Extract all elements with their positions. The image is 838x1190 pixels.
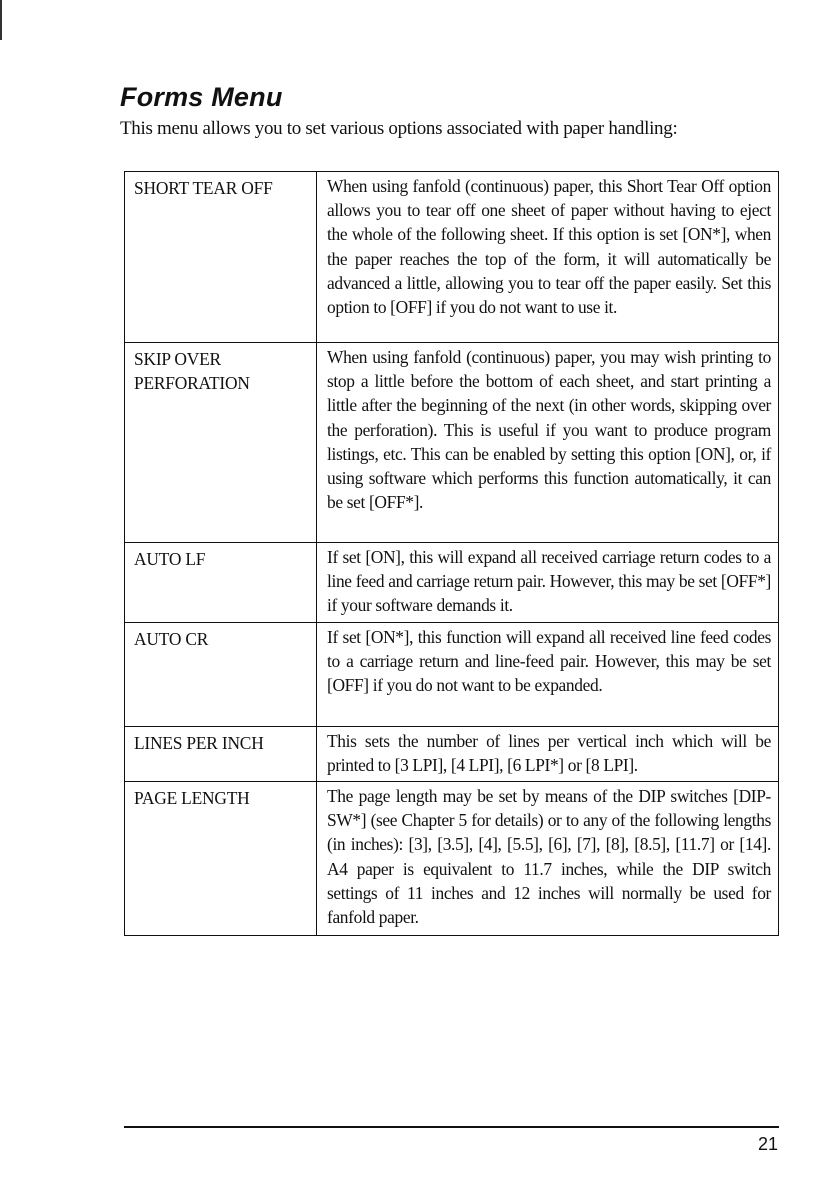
option-row-auto-cr (125, 623, 779, 727)
option-description: If set [ON], this will expand all received carriage return codes to a line feed and carriage return pair. However, this may be set [OFF*] if your software demands it. (317, 543, 779, 623)
page-number: 21 (757, 1134, 778, 1154)
option-description: The page length may be set by means of the DIP switches [DIP-SW*] (see Chapter 5 for details) or to any of the following lengths (in inches): [3], [3.5], [4], [5.5], [6], [7], [8], [8.5], [11.7] or [14]. A4 paper is equivalent to 11.7 inches, while the DIP switch settings of 11 inches and 12 inches will normally be used for fanfold paper. (317, 782, 779, 936)
option-name: LINES PER INCH (125, 727, 317, 782)
option-row-auto-lf (125, 543, 779, 623)
option-name: AUTO CR (125, 623, 317, 727)
option-row-short-tear-off (125, 172, 779, 343)
option-name: PAGE LENGTH (125, 782, 317, 936)
option-description: When using fanfold (continuous) paper, you may wish printing to stop a little before the bottom of each sheet, and start printing a little after the beginning of the next (in other words, skipping over the perforation). This is useful if you want to produce program listings, etc. This can be enabled by setting this option [ON], or, if using software which performs this function automatically, it can be set [OFF*]. (317, 343, 779, 543)
option-name: AUTO LF (125, 543, 317, 623)
intro-paragraph: This menu allows you to set various options associated with paper handling: (120, 118, 678, 139)
option-name: SHORT TEAR OFF (125, 172, 317, 343)
option-description: If set [ON*], this function will expand all received line feed codes to a carriage return and line-feed pair. However, this may be set [OFF] if you do not want to be expanded. (317, 623, 779, 727)
forms-options-table (124, 171, 779, 936)
option-name: SKIP OVER PERFORATION (125, 343, 317, 543)
option-description: When using fanfold (continuous) paper, this Short Tear Off option allows you to tear off one sheet of paper without having to eject the whole of the following sheet. If this option is set [ON*], when the paper reaches the top of the form, it will automatically be advanced a little, allowing you to tear off the paper easily. Set this option to [OFF] if you do not want to use it. (317, 172, 779, 343)
option-row-skip-over-perforation (125, 343, 779, 543)
page-title: Forms Menu (120, 82, 283, 112)
option-row-lines-per-inch (125, 727, 779, 782)
scan-edge-mark (0, 0, 2, 40)
footer-rule (124, 1126, 779, 1128)
option-row-page-length (125, 782, 779, 936)
option-description: This sets the number of lines per vertical inch which will be printed to [3 LPI], [4 LPI], [6 LPI*] or [8 LPI]. (317, 727, 779, 782)
